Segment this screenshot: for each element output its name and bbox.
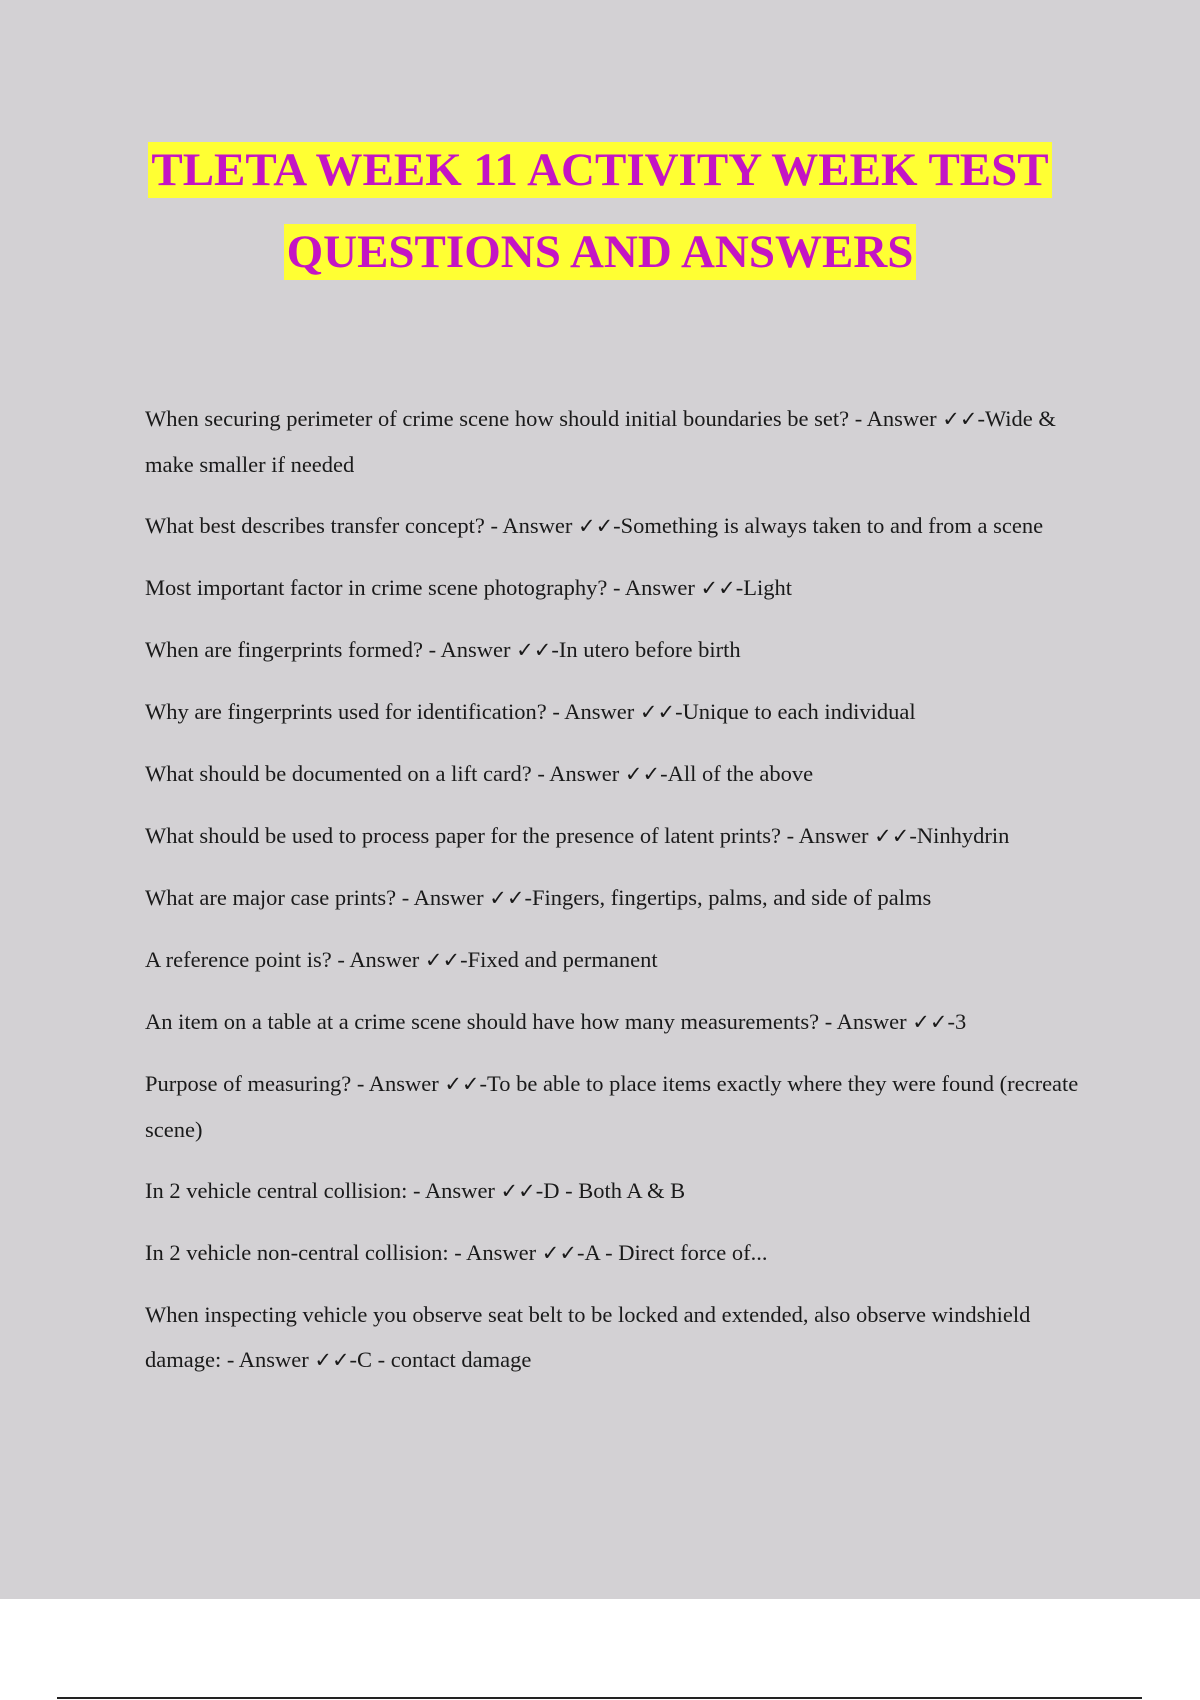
answer-text: Ninhydrin (916, 823, 1010, 848)
qa-item: When are fingerprints formed? - Answer ✓✓-In utero before birth (145, 637, 741, 662)
double-check-icon: ✓✓ (639, 700, 676, 724)
double-check-icon: ✓✓ (700, 576, 736, 600)
title-line-1: TLETA WEEK 11 ACTIVITY WEEK TEST (148, 142, 1051, 198)
question-text: What should be documented on a lift card? (145, 761, 532, 786)
answer-text: 3 (954, 1009, 967, 1034)
question-text: Purpose of measuring? (145, 1071, 352, 1096)
qa-item: An item on a table at a crime scene should have how many measurements? - Answer ✓✓-3 (145, 1009, 967, 1034)
qa-item: What should be used to process paper for the presence of latent prints? - Answer ✓✓-Ninhydrin (145, 823, 1010, 848)
question-text: What best describes transfer concept? (145, 513, 485, 538)
qa-item: When securing perimeter of crime scene how should initial boundaries be set? - Answer ✓✓-Wide & make smaller if needed (145, 406, 1056, 477)
double-check-icon: ✓✓ (516, 638, 552, 662)
question-text: When securing perimeter of crime scene how should initial boundaries be set? (145, 406, 850, 431)
answer-label: Answer (624, 575, 695, 600)
answer-text: D - Both A & B (543, 1178, 686, 1203)
double-check-icon: ✓✓ (541, 1241, 577, 1265)
answer-label: Answer (836, 1009, 907, 1034)
answer-text: Light (743, 575, 792, 600)
answer-text: Wide & make smaller if needed (145, 406, 1056, 477)
title-line-2: QUESTIONS AND ANSWERS (284, 224, 917, 280)
question-text: Why are fingerprints used for identification? (145, 699, 547, 724)
qa-item: What best describes transfer concept? - Answer ✓✓-Something is always taken to and from a scene (145, 513, 1044, 538)
qa-item: What should be documented on a lift card? - Answer ✓✓-All of the above (145, 761, 814, 786)
qa-item: In 2 vehicle central collision: - Answer ✓✓-D - Both A & B (145, 1178, 686, 1203)
answer-label: Answer (349, 947, 420, 972)
answer-label: Answer (866, 406, 937, 431)
qa-item: Most important factor in crime scene photography? - Answer ✓✓-Light (145, 575, 792, 600)
answer-text: C - contact damage (357, 1347, 532, 1372)
double-check-icon: ✓✓ (424, 948, 461, 972)
question-text: When inspecting vehicle you observe seat belt to be locked and extended, also observe windshield damage: (145, 1302, 1031, 1372)
question-text: Most important factor in crime scene photography? (145, 575, 608, 600)
qa-item: Why are fingerprints used for identification? - Answer ✓✓-Unique to each individual (145, 699, 916, 724)
double-check-icon: ✓✓ (500, 1179, 536, 1203)
double-check-icon: ✓✓ (874, 824, 910, 848)
answer-text: All of the above (667, 761, 814, 786)
double-check-icon: ✓✓ (444, 1072, 480, 1096)
answer-label: Answer (549, 761, 620, 786)
answer-text: Fingers, fingertips, palms, and side of palms (531, 885, 932, 910)
question-text: What should be used to process paper for the presence of latent prints? (145, 823, 782, 848)
qa-item: Purpose of measuring? - Answer ✓✓-To be able to place items exactly where they were found (recreate scene) (145, 1071, 1079, 1142)
qa-item: When inspecting vehicle you observe seat belt to be locked and extended, also observe windshield damage: - Answer ✓✓-C - contact damage (145, 1302, 1031, 1372)
question-text: What are major case prints? (145, 885, 397, 910)
question-text: In 2 vehicle central collision: (145, 1178, 408, 1203)
double-check-icon: ✓✓ (624, 762, 661, 786)
footer-divider (57, 1697, 1142, 1699)
answer-label: Answer (440, 637, 511, 662)
double-check-icon: ✓✓ (577, 514, 614, 538)
qa-item: A reference point is? - Answer ✓✓-Fixed and permanent (145, 947, 658, 972)
document-title (0, 142, 1200, 280)
answer-label: Answer (424, 1178, 495, 1203)
answer-label: Answer (798, 823, 869, 848)
double-check-icon: ✓✓ (314, 1348, 350, 1372)
answer-label: Answer (466, 1240, 537, 1265)
question-text: When are fingerprints formed? (145, 637, 423, 662)
question-answer-list (145, 396, 1095, 1399)
answer-text: To be able to place items exactly where they were found (recreate scene) (145, 1071, 1079, 1142)
answer-label: Answer (413, 885, 484, 910)
answer-text: Unique to each individual (682, 699, 916, 724)
question-text: In 2 vehicle non-central collision: (145, 1240, 449, 1265)
answer-text: Something is always taken to and from a scene (620, 513, 1044, 538)
qa-item: In 2 vehicle non-central collision: - Answer ✓✓-A - Direct force of... (145, 1240, 768, 1265)
answer-text: A - Direct force of... (584, 1240, 768, 1265)
double-check-icon: ✓✓ (942, 407, 978, 431)
question-text: A reference point is? (145, 947, 332, 972)
double-check-icon: ✓✓ (489, 886, 525, 910)
qa-item: What are major case prints? - Answer ✓✓-Fingers, fingertips, palms, and side of palms (145, 885, 932, 910)
answer-text: Fixed and permanent (467, 947, 658, 972)
answer-label: Answer (368, 1071, 439, 1096)
answer-label: Answer (502, 513, 573, 538)
answer-label: Answer (564, 699, 635, 724)
double-check-icon: ✓✓ (912, 1010, 948, 1034)
answer-text: In utero before birth (558, 637, 741, 662)
question-text: An item on a table at a crime scene should have how many measurements? (145, 1009, 820, 1034)
answer-label: Answer (238, 1347, 309, 1372)
